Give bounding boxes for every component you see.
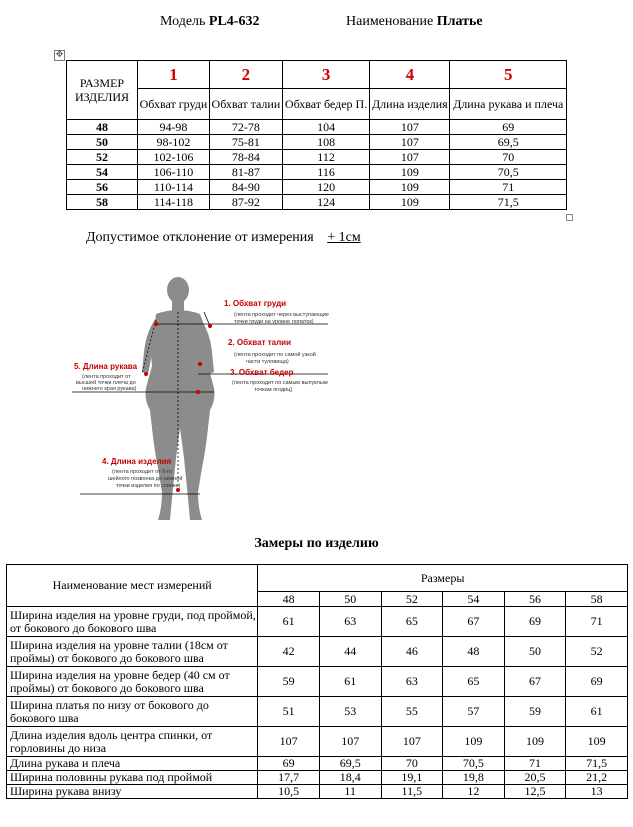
table-cell: 12 bbox=[443, 785, 505, 799]
table-cell: 18,4 bbox=[319, 771, 381, 785]
table-row bbox=[67, 165, 567, 180]
table-cell: 19,8 bbox=[443, 771, 505, 785]
table-cell: 110-114 bbox=[138, 180, 210, 195]
table-cell: 69 bbox=[450, 120, 567, 135]
table-cell: 112 bbox=[282, 150, 369, 165]
callout-note: шейного позвонка до нижней bbox=[108, 476, 183, 482]
table-cell: 72-78 bbox=[209, 120, 282, 135]
table-cell: 107 bbox=[370, 135, 450, 150]
table-row bbox=[7, 771, 628, 785]
column-number: 4 bbox=[370, 61, 450, 89]
measurement-label: Длина рукава и плеча bbox=[7, 757, 258, 771]
sizes-header: Размеры bbox=[258, 565, 628, 592]
table-cell: 69,5 bbox=[450, 135, 567, 150]
table-cell: 78-84 bbox=[209, 150, 282, 165]
table-cell: 109 bbox=[504, 727, 566, 757]
size-header: 50 bbox=[319, 592, 381, 607]
table-cell: 21,2 bbox=[566, 771, 628, 785]
table-cell: 107 bbox=[370, 150, 450, 165]
table-cell: 12,5 bbox=[504, 785, 566, 799]
callout-length bbox=[102, 457, 182, 489]
table-cell: 106-110 bbox=[138, 165, 210, 180]
document-header bbox=[0, 14, 633, 34]
measurement-label: Ширина изделия на уровне груди, под проймой, от бокового до бокового шва bbox=[7, 607, 258, 637]
table-cell: 109 bbox=[443, 727, 505, 757]
table-cell: 70,5 bbox=[443, 757, 505, 771]
table-cell: 19,1 bbox=[381, 771, 443, 785]
callout-chest bbox=[224, 299, 329, 325]
callout-title: 3. Обхват бедер bbox=[230, 368, 294, 377]
table-cell: 10,5 bbox=[258, 785, 320, 799]
column-number: 3 bbox=[282, 61, 369, 89]
tolerance-value: + 1см bbox=[327, 230, 361, 245]
tolerance-text: Допустимое отклонение от измерения bbox=[86, 230, 314, 245]
callout-note: (лента проходит от bbox=[82, 374, 131, 380]
measurement-label: Ширина платья по низу от бокового до бокового шва bbox=[7, 697, 258, 727]
callout-note: нижнего края рукава) bbox=[82, 386, 137, 392]
table-cell: 53 bbox=[319, 697, 381, 727]
table-cell: 57 bbox=[443, 697, 505, 727]
table-cell: 107 bbox=[370, 120, 450, 135]
table-cell: 69 bbox=[258, 757, 320, 771]
name-column-header: Наименование мест измерений bbox=[7, 565, 258, 607]
table-cell: 70 bbox=[381, 757, 443, 771]
table-cell: 65 bbox=[443, 667, 505, 697]
table-cell: 108 bbox=[282, 135, 369, 150]
table-cell: 107 bbox=[381, 727, 443, 757]
table-cell: 70 bbox=[450, 150, 567, 165]
size-header: 54 bbox=[443, 592, 505, 607]
table-cell: 71 bbox=[504, 757, 566, 771]
measurement-label: Ширина изделия на уровне бедер (40 см от проймы) от бокового до бокового шва bbox=[7, 667, 258, 697]
section-title: Замеры по изделию bbox=[254, 536, 379, 551]
table-cell: 52 bbox=[566, 637, 628, 667]
callout-note: (лента проходит через выступающие bbox=[234, 312, 329, 318]
table-cell: 109 bbox=[370, 195, 450, 210]
table-row bbox=[67, 150, 567, 165]
table-row bbox=[7, 667, 628, 697]
table-cell: 63 bbox=[319, 607, 381, 637]
callout-title: 2. Обхват талии bbox=[228, 338, 291, 347]
table-row bbox=[7, 697, 628, 727]
callout-title: 5. Длина рукава bbox=[74, 362, 138, 371]
table-cell: 116 bbox=[282, 165, 369, 180]
size-cell: 48 bbox=[67, 120, 138, 135]
callout-note: точкам ягодиц) bbox=[254, 387, 293, 393]
table-cell: 46 bbox=[381, 637, 443, 667]
size-cell: 52 bbox=[67, 150, 138, 165]
table-cell: 61 bbox=[319, 667, 381, 697]
callout-note: (лента проходит от 6-го bbox=[112, 469, 172, 475]
table-row bbox=[7, 727, 628, 757]
table-cell: 75-81 bbox=[209, 135, 282, 150]
size-chart-table bbox=[66, 60, 567, 210]
table-cell: 109 bbox=[370, 180, 450, 195]
body-diagram bbox=[60, 268, 360, 524]
table-cell: 94-98 bbox=[138, 120, 210, 135]
table-cell: 42 bbox=[258, 637, 320, 667]
column-header: Длина рукава и плеча bbox=[450, 89, 567, 120]
measurement-figure bbox=[60, 268, 360, 524]
table-row bbox=[67, 195, 567, 210]
resize-icon[interactable] bbox=[566, 214, 573, 221]
table-cell: 69,5 bbox=[319, 757, 381, 771]
size-cell: 50 bbox=[67, 135, 138, 150]
model-value: PL4-632 bbox=[208, 14, 260, 29]
table-cell: 107 bbox=[319, 727, 381, 757]
column-header: Обхват талии bbox=[209, 89, 282, 120]
table-cell: 11 bbox=[319, 785, 381, 799]
table-cell: 65 bbox=[381, 607, 443, 637]
column-number: 1 bbox=[138, 61, 210, 89]
column-header: Длина изделия bbox=[370, 89, 450, 120]
garment-measurements-table bbox=[6, 564, 628, 799]
table-row bbox=[7, 607, 628, 637]
table-row bbox=[7, 637, 628, 667]
table-cell: 69 bbox=[504, 607, 566, 637]
table-cell: 98-102 bbox=[138, 135, 210, 150]
name-value: Платье bbox=[436, 14, 483, 29]
table-cell: 61 bbox=[566, 697, 628, 727]
table-cell: 67 bbox=[443, 607, 505, 637]
table-cell: 104 bbox=[282, 120, 369, 135]
table-cell: 63 bbox=[381, 667, 443, 697]
table-cell: 67 bbox=[504, 667, 566, 697]
table-cell: 13 bbox=[566, 785, 628, 799]
measurement-label: Ширина изделия на уровне талии (18см от проймы) от бокового до бокового шва bbox=[7, 637, 258, 667]
table-cell: 20,5 bbox=[504, 771, 566, 785]
table-row bbox=[67, 120, 567, 135]
table-cell: 109 bbox=[566, 727, 628, 757]
column-number: 5 bbox=[450, 61, 567, 89]
table-cell: 61 bbox=[258, 607, 320, 637]
callout-note: (лента проходит по самым выпуклым bbox=[232, 380, 328, 386]
callout-note: (лента проходит по самой узкой bbox=[234, 352, 316, 358]
table-cell: 69 bbox=[566, 667, 628, 697]
table-row bbox=[7, 757, 628, 771]
table-cell: 48 bbox=[443, 637, 505, 667]
size-header: 56 bbox=[504, 592, 566, 607]
table-cell: 50 bbox=[504, 637, 566, 667]
measurement-label: Длина изделия вдоль центра спинки, от горловины до низа bbox=[7, 727, 258, 757]
size-cell: 54 bbox=[67, 165, 138, 180]
callout-waist bbox=[228, 338, 316, 365]
column-number: 2 bbox=[209, 61, 282, 89]
size-corner-header: РАЗМЕР ИЗДЕЛИЯ bbox=[67, 61, 138, 120]
callout-note: высшей точки плеча до bbox=[76, 380, 136, 386]
table-cell: 59 bbox=[504, 697, 566, 727]
column-header: Обхват груди bbox=[138, 89, 210, 120]
table-row bbox=[7, 785, 628, 799]
callout-title: 1. Обхват груди bbox=[224, 299, 287, 308]
callout-title: 4. Длина изделия bbox=[102, 457, 172, 466]
table-cell: 71,5 bbox=[450, 195, 567, 210]
callout-note: точки груди на уровне лопаток) bbox=[234, 319, 314, 325]
table-cell: 84-90 bbox=[209, 180, 282, 195]
table-cell: 124 bbox=[282, 195, 369, 210]
table-cell: 102-106 bbox=[138, 150, 210, 165]
table-row bbox=[67, 135, 567, 150]
size-header: 58 bbox=[566, 592, 628, 607]
table-cell: 87-92 bbox=[209, 195, 282, 210]
table-cell: 107 bbox=[258, 727, 320, 757]
table-cell: 44 bbox=[319, 637, 381, 667]
table-cell: 59 bbox=[258, 667, 320, 697]
table-cell: 71,5 bbox=[566, 757, 628, 771]
measurement-label: Ширина половины рукава под проймой bbox=[7, 771, 258, 785]
measurement-label: Ширина рукава внизу bbox=[7, 785, 258, 799]
table-cell: 70,5 bbox=[450, 165, 567, 180]
size-cell: 56 bbox=[67, 180, 138, 195]
table-cell: 11,5 bbox=[381, 785, 443, 799]
table-cell: 71 bbox=[450, 180, 567, 195]
tolerance-note bbox=[86, 230, 361, 246]
table-row bbox=[67, 180, 567, 195]
table-cell: 71 bbox=[566, 607, 628, 637]
size-header: 52 bbox=[381, 592, 443, 607]
table-cell: 114-118 bbox=[138, 195, 210, 210]
size-header: 48 bbox=[258, 592, 320, 607]
callout-note: части туловища) bbox=[246, 359, 289, 365]
column-header: Обхват бедер П. bbox=[282, 89, 369, 120]
table-cell: 17,7 bbox=[258, 771, 320, 785]
table-cell: 55 bbox=[381, 697, 443, 727]
name-line: Наименование Платье bbox=[346, 14, 483, 29]
callout-note: точки изделия по спинке) bbox=[116, 483, 181, 489]
table-cell: 109 bbox=[370, 165, 450, 180]
table-cell: 81-87 bbox=[209, 165, 282, 180]
size-cell: 58 bbox=[67, 195, 138, 210]
model-line: Модель PL4-632 bbox=[160, 14, 260, 29]
callout-hips bbox=[230, 368, 328, 393]
callout-sleeve bbox=[74, 362, 138, 392]
move-icon[interactable]: ✥ bbox=[55, 50, 64, 60]
table-cell: 51 bbox=[258, 697, 320, 727]
table-cell: 120 bbox=[282, 180, 369, 195]
